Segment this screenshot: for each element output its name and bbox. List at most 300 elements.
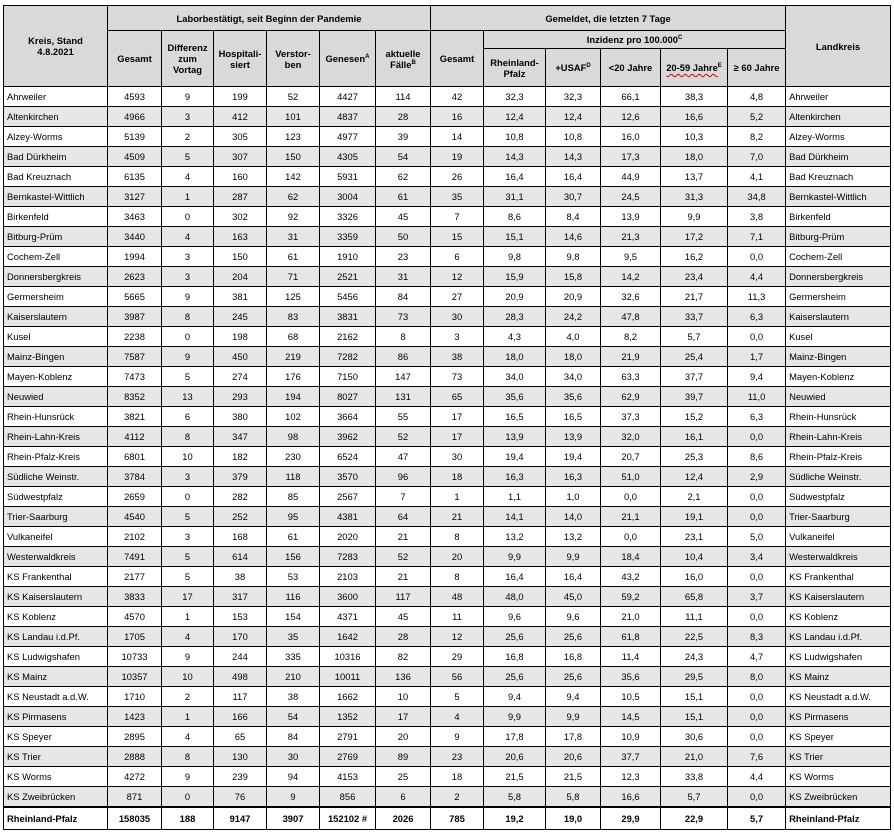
age2059-cell: 17,2 bbox=[661, 227, 728, 247]
age60-cell: 0,0 bbox=[728, 707, 786, 727]
age2059-cell: 24,3 bbox=[661, 647, 728, 667]
hospital-cell: 252 bbox=[214, 507, 267, 527]
landkreis-cell: Südwestpfalz bbox=[786, 487, 891, 507]
col-genesen-sup: A bbox=[365, 53, 370, 60]
age60-cell: 0,0 bbox=[728, 327, 786, 347]
table-row bbox=[4, 527, 891, 547]
table-row bbox=[4, 107, 891, 127]
table-row bbox=[4, 387, 891, 407]
covid-table bbox=[3, 5, 891, 830]
verstorben-cell: 125 bbox=[267, 287, 320, 307]
verstorben-cell: 98 bbox=[267, 427, 320, 447]
differenz-cell: 9 bbox=[162, 347, 214, 367]
gesamt-cell: 10357 bbox=[108, 667, 162, 687]
gesamt-cell: 7587 bbox=[108, 347, 162, 367]
verstorben-cell: 38 bbox=[267, 687, 320, 707]
table-row bbox=[4, 347, 891, 367]
u20-cell: 16,6 bbox=[601, 787, 661, 808]
genesen-cell: 3326 bbox=[320, 207, 376, 227]
u20-cell: 8,2 bbox=[601, 327, 661, 347]
age2059-cell: 2,1 bbox=[661, 487, 728, 507]
hospital-cell: 65 bbox=[214, 727, 267, 747]
differenz-cell: 188 bbox=[162, 807, 214, 830]
table-row bbox=[4, 687, 891, 707]
usaf-cell: 8,4 bbox=[546, 207, 601, 227]
gesamt-cell: 2659 bbox=[108, 487, 162, 507]
gesamt-cell: 4509 bbox=[108, 147, 162, 167]
landkreis-cell: Rhein-Hunsrück bbox=[786, 407, 891, 427]
gesamt-cell: 2895 bbox=[108, 727, 162, 747]
age2059-cell: 10,3 bbox=[661, 127, 728, 147]
age60-cell: 0,0 bbox=[728, 487, 786, 507]
u20-cell: 17,3 bbox=[601, 147, 661, 167]
u20-cell: 21,0 bbox=[601, 607, 661, 627]
usaf-cell: 9,4 bbox=[546, 687, 601, 707]
age2059-cell: 21,7 bbox=[661, 287, 728, 307]
aktuell-cell: 54 bbox=[376, 147, 431, 167]
genesen-cell: 10011 bbox=[320, 667, 376, 687]
verstorben-cell: 62 bbox=[267, 187, 320, 207]
landkreis-cell: Kusel bbox=[786, 327, 891, 347]
kreis-cell: Bad Dürkheim bbox=[4, 147, 108, 167]
age60-cell: 7,0 bbox=[728, 147, 786, 167]
genesen-cell: 2020 bbox=[320, 527, 376, 547]
landkreis-cell: Bitburg-Prüm bbox=[786, 227, 891, 247]
hospital-cell: 287 bbox=[214, 187, 267, 207]
gesamt-cell: 4593 bbox=[108, 87, 162, 107]
gesamt7-cell: 11 bbox=[431, 607, 484, 627]
age60-cell: 0,0 bbox=[728, 507, 786, 527]
differenz-cell: 4 bbox=[162, 627, 214, 647]
u20-cell: 12,3 bbox=[601, 767, 661, 787]
genesen-cell: 4305 bbox=[320, 147, 376, 167]
u20-cell: 16,0 bbox=[601, 127, 661, 147]
u20-cell: 59,2 bbox=[601, 587, 661, 607]
u20-cell: 21,3 bbox=[601, 227, 661, 247]
rlp-cell: 25,6 bbox=[484, 627, 546, 647]
usaf-cell: 9,6 bbox=[546, 607, 601, 627]
verstorben-cell: 92 bbox=[267, 207, 320, 227]
differenz-cell: 8 bbox=[162, 747, 214, 767]
aktuell-cell: 131 bbox=[376, 387, 431, 407]
age2059-cell: 25,3 bbox=[661, 447, 728, 467]
landkreis-cell: Mayen-Koblenz bbox=[786, 367, 891, 387]
age60-cell: 7,6 bbox=[728, 747, 786, 767]
aktuell-cell: 47 bbox=[376, 447, 431, 467]
age2059-cell: 15,2 bbox=[661, 407, 728, 427]
rlp-cell: 31,1 bbox=[484, 187, 546, 207]
hospital-cell: 450 bbox=[214, 347, 267, 367]
gesamt-cell: 8352 bbox=[108, 387, 162, 407]
rlp-cell: 5,8 bbox=[484, 787, 546, 808]
gesamt-cell: 7491 bbox=[108, 547, 162, 567]
verstorben-cell: 335 bbox=[267, 647, 320, 667]
age2059-cell: 22,9 bbox=[661, 807, 728, 830]
usaf-cell: 9,8 bbox=[546, 247, 601, 267]
col-usaf-sup: D bbox=[586, 62, 591, 69]
differenz-cell: 9 bbox=[162, 767, 214, 787]
gesamt-cell: 4112 bbox=[108, 427, 162, 447]
table-row bbox=[4, 127, 891, 147]
usaf-cell: 34,0 bbox=[546, 367, 601, 387]
landkreis-cell: KS Trier bbox=[786, 747, 891, 767]
verstorben-cell: 156 bbox=[267, 547, 320, 567]
usaf-cell: 10,8 bbox=[546, 127, 601, 147]
aktuell-cell: 84 bbox=[376, 287, 431, 307]
hospital-cell: 150 bbox=[214, 247, 267, 267]
genesen-cell: 2521 bbox=[320, 267, 376, 287]
rlp-cell: 20,9 bbox=[484, 287, 546, 307]
hospital-cell: 244 bbox=[214, 647, 267, 667]
age60-cell: 0,0 bbox=[728, 607, 786, 627]
u20-cell: 0,0 bbox=[601, 487, 661, 507]
hospital-cell: 168 bbox=[214, 527, 267, 547]
gesamt7-cell: 65 bbox=[431, 387, 484, 407]
age2059-cell: 5,7 bbox=[661, 327, 728, 347]
usaf-cell: 16,4 bbox=[546, 567, 601, 587]
kreis-cell: Westerwaldkreis bbox=[4, 547, 108, 567]
aktuell-cell: 117 bbox=[376, 587, 431, 607]
differenz-cell: 5 bbox=[162, 547, 214, 567]
gesamt-cell: 5665 bbox=[108, 287, 162, 307]
age60-cell: 0,0 bbox=[728, 247, 786, 267]
genesen-cell: 7150 bbox=[320, 367, 376, 387]
aktuell-cell: 20 bbox=[376, 727, 431, 747]
verstorben-cell: 68 bbox=[267, 327, 320, 347]
age60-cell: 9,4 bbox=[728, 367, 786, 387]
age2059-cell: 16,2 bbox=[661, 247, 728, 267]
col-verstorben-header: Verstor-ben bbox=[267, 31, 320, 87]
aktuell-cell: 82 bbox=[376, 647, 431, 667]
verstorben-cell: 35 bbox=[267, 627, 320, 647]
differenz-cell: 0 bbox=[162, 327, 214, 347]
genesen-cell: 5931 bbox=[320, 167, 376, 187]
age2059-cell: 39,7 bbox=[661, 387, 728, 407]
genesen-cell: 2162 bbox=[320, 327, 376, 347]
differenz-cell: 5 bbox=[162, 567, 214, 587]
aktuell-cell: 147 bbox=[376, 367, 431, 387]
genesen-cell: 3570 bbox=[320, 467, 376, 487]
differenz-cell: 2 bbox=[162, 127, 214, 147]
hospital-cell: 9147 bbox=[214, 807, 267, 830]
age2059-cell: 31,3 bbox=[661, 187, 728, 207]
kreis-cell: Ahrweiler bbox=[4, 87, 108, 107]
kreis-cell: KS Neustadt a.d.W. bbox=[4, 687, 108, 707]
usaf-cell: 15,8 bbox=[546, 267, 601, 287]
u20-cell: 47,8 bbox=[601, 307, 661, 327]
table-wrapper bbox=[3, 5, 891, 830]
kreis-cell: Germersheim bbox=[4, 287, 108, 307]
genesen-cell: 1662 bbox=[320, 687, 376, 707]
aktuell-cell: 28 bbox=[376, 627, 431, 647]
verstorben-cell: 101 bbox=[267, 107, 320, 127]
hospital-cell: 239 bbox=[214, 767, 267, 787]
differenz-cell: 1 bbox=[162, 187, 214, 207]
kreis-cell: KS Zweibrücken bbox=[4, 787, 108, 808]
u20-cell: 20,7 bbox=[601, 447, 661, 467]
u20-cell: 37,7 bbox=[601, 747, 661, 767]
u20-cell: 62,9 bbox=[601, 387, 661, 407]
verstorben-cell: 3907 bbox=[267, 807, 320, 830]
kreis-cell: KS Koblenz bbox=[4, 607, 108, 627]
age2059-cell: 5,7 bbox=[661, 787, 728, 808]
col-gesamt-header: Gesamt bbox=[108, 31, 162, 87]
landkreis-cell: Rhein-Pfalz-Kreis bbox=[786, 447, 891, 467]
verstorben-cell: 95 bbox=[267, 507, 320, 527]
gesamt7-cell: 8 bbox=[431, 567, 484, 587]
aktuell-cell: 64 bbox=[376, 507, 431, 527]
landkreis-cell: KS Neustadt a.d.W. bbox=[786, 687, 891, 707]
gesamt7-cell: 12 bbox=[431, 627, 484, 647]
rlp-cell: 9,9 bbox=[484, 547, 546, 567]
rlp-cell: 18,0 bbox=[484, 347, 546, 367]
differenz-cell: 1 bbox=[162, 707, 214, 727]
verstorben-cell: 150 bbox=[267, 147, 320, 167]
col-genesen-header bbox=[320, 31, 376, 87]
landkreis-cell: Cochem-Zell bbox=[786, 247, 891, 267]
kreis-cell: Bitburg-Prüm bbox=[4, 227, 108, 247]
age60-cell: 4,4 bbox=[728, 767, 786, 787]
u20-cell: 43,2 bbox=[601, 567, 661, 587]
landkreis-cell: KS Kaiserslautern bbox=[786, 587, 891, 607]
table-row bbox=[4, 247, 891, 267]
usaf-cell: 16,5 bbox=[546, 407, 601, 427]
hospital-cell: 182 bbox=[214, 447, 267, 467]
age2059-cell: 37,7 bbox=[661, 367, 728, 387]
differenz-cell: 0 bbox=[162, 207, 214, 227]
u20-cell: 44,9 bbox=[601, 167, 661, 187]
age2059-cell: 13,7 bbox=[661, 167, 728, 187]
kreis-cell: Rhein-Hunsrück bbox=[4, 407, 108, 427]
gesamt7-cell: 30 bbox=[431, 307, 484, 327]
kreis-cell: KS Speyer bbox=[4, 727, 108, 747]
age60-cell: 0,0 bbox=[728, 687, 786, 707]
genesen-cell: 3004 bbox=[320, 187, 376, 207]
age60-cell: 0,0 bbox=[728, 427, 786, 447]
rlp-cell: 12,4 bbox=[484, 107, 546, 127]
age2059-cell: 16,1 bbox=[661, 427, 728, 447]
u20-cell: 10,9 bbox=[601, 727, 661, 747]
gesamt7-cell: 23 bbox=[431, 747, 484, 767]
hospital-cell: 170 bbox=[214, 627, 267, 647]
landkreis-cell: Westerwaldkreis bbox=[786, 547, 891, 567]
genesen-cell: 7283 bbox=[320, 547, 376, 567]
kreis-cell: KS Frankenthal bbox=[4, 567, 108, 587]
age2059-cell: 15,1 bbox=[661, 687, 728, 707]
gesamt-cell: 7473 bbox=[108, 367, 162, 387]
gesamt-cell: 1705 bbox=[108, 627, 162, 647]
gesamt7-cell: 42 bbox=[431, 87, 484, 107]
hospital-cell: 412 bbox=[214, 107, 267, 127]
landkreis-cell: Neuwied bbox=[786, 387, 891, 407]
genesen-cell: 2769 bbox=[320, 747, 376, 767]
gesamt7-cell: 4 bbox=[431, 707, 484, 727]
col-usaf-header bbox=[546, 49, 601, 87]
landkreis-cell: KS Zweibrücken bbox=[786, 787, 891, 808]
differenz-cell: 8 bbox=[162, 427, 214, 447]
verstorben-cell: 84 bbox=[267, 727, 320, 747]
gesamt7-cell: 14 bbox=[431, 127, 484, 147]
table-row bbox=[4, 667, 891, 687]
genesen-cell: 8027 bbox=[320, 387, 376, 407]
table-row bbox=[4, 447, 891, 467]
hospital-cell: 498 bbox=[214, 667, 267, 687]
u20-cell: 0,0 bbox=[601, 527, 661, 547]
hospital-cell: 163 bbox=[214, 227, 267, 247]
aktuell-cell: 96 bbox=[376, 467, 431, 487]
landkreis-cell: Rhein-Lahn-Kreis bbox=[786, 427, 891, 447]
age60-cell: 11,3 bbox=[728, 287, 786, 307]
age60-cell: 3,7 bbox=[728, 587, 786, 607]
rlp-cell: 20,6 bbox=[484, 747, 546, 767]
u20-cell: 32,6 bbox=[601, 287, 661, 307]
inzidenz-sup: C bbox=[677, 34, 683, 41]
age60-cell: 6,3 bbox=[728, 407, 786, 427]
age60-cell: 8,2 bbox=[728, 127, 786, 147]
verstorben-cell: 9 bbox=[267, 787, 320, 808]
usaf-cell: 18,0 bbox=[546, 347, 601, 367]
aktuell-cell: 21 bbox=[376, 567, 431, 587]
gesamt7-cell: 19 bbox=[431, 147, 484, 167]
age2059-cell: 65,8 bbox=[661, 587, 728, 607]
genesen-cell: 2567 bbox=[320, 487, 376, 507]
gesamt7-cell: 26 bbox=[431, 167, 484, 187]
gesamt-cell: 3784 bbox=[108, 467, 162, 487]
hospital-cell: 317 bbox=[214, 587, 267, 607]
rlp-cell: 14,3 bbox=[484, 147, 546, 167]
landkreis-cell: KS Mainz bbox=[786, 667, 891, 687]
age60-cell: 5,7 bbox=[728, 807, 786, 830]
aktuell-cell: 86 bbox=[376, 347, 431, 367]
u20-cell: 11,4 bbox=[601, 647, 661, 667]
inzidenz-label: Inzidenz pro 100.000 bbox=[586, 34, 678, 45]
aktuell-cell: 89 bbox=[376, 747, 431, 767]
gesamt7-cell: 73 bbox=[431, 367, 484, 387]
u20-cell: 35,6 bbox=[601, 667, 661, 687]
genesen-cell: 6524 bbox=[320, 447, 376, 467]
hospital-cell: 166 bbox=[214, 707, 267, 727]
differenz-cell: 0 bbox=[162, 787, 214, 808]
u20-cell: 14,2 bbox=[601, 267, 661, 287]
gesamt-cell: 6801 bbox=[108, 447, 162, 467]
table-row bbox=[4, 167, 891, 187]
aktuell-cell: 52 bbox=[376, 427, 431, 447]
landkreis-cell: Bad Dürkheim bbox=[786, 147, 891, 167]
age2059-cell: 15,1 bbox=[661, 707, 728, 727]
u20-cell: 9,5 bbox=[601, 247, 661, 267]
age60-cell: 7,1 bbox=[728, 227, 786, 247]
differenz-cell: 5 bbox=[162, 147, 214, 167]
genesen-cell: 7282 bbox=[320, 347, 376, 367]
landkreis-header: Landkreis bbox=[786, 6, 891, 87]
rlp-cell: 14,1 bbox=[484, 507, 546, 527]
age2059-cell: 33,8 bbox=[661, 767, 728, 787]
differenz-cell: 3 bbox=[162, 107, 214, 127]
usaf-cell: 30,7 bbox=[546, 187, 601, 207]
verstorben-cell: 123 bbox=[267, 127, 320, 147]
kreis-header-line2: 4.8.2021 bbox=[37, 46, 74, 57]
aktuell-cell: 45 bbox=[376, 207, 431, 227]
u20-cell: 37,3 bbox=[601, 407, 661, 427]
u20-cell: 12,6 bbox=[601, 107, 661, 127]
u20-cell: 18,4 bbox=[601, 547, 661, 567]
table-row bbox=[4, 787, 891, 808]
usaf-cell: 5,8 bbox=[546, 787, 601, 808]
rlp-cell: 13,2 bbox=[484, 527, 546, 547]
col-aktuell-label: aktuelle Fälle bbox=[385, 47, 421, 70]
age60-cell: 11,0 bbox=[728, 387, 786, 407]
differenz-cell: 8 bbox=[162, 307, 214, 327]
table-row bbox=[4, 147, 891, 167]
table-row bbox=[4, 227, 891, 247]
usaf-cell: 14,0 bbox=[546, 507, 601, 527]
col-2059-sup: E bbox=[717, 62, 722, 69]
usaf-cell: 17,8 bbox=[546, 727, 601, 747]
rlp-cell: 1,1 bbox=[484, 487, 546, 507]
verstorben-cell: 194 bbox=[267, 387, 320, 407]
hospital-cell: 117 bbox=[214, 687, 267, 707]
age2059-cell: 12,4 bbox=[661, 467, 728, 487]
usaf-cell: 24,2 bbox=[546, 307, 601, 327]
kreis-cell: Altenkirchen bbox=[4, 107, 108, 127]
genesen-cell: 5456 bbox=[320, 287, 376, 307]
differenz-cell: 5 bbox=[162, 367, 214, 387]
differenz-cell: 4 bbox=[162, 727, 214, 747]
kreis-cell: Kusel bbox=[4, 327, 108, 347]
verstorben-cell: 83 bbox=[267, 307, 320, 327]
genesen-cell: 2103 bbox=[320, 567, 376, 587]
landkreis-cell: Bad Kreuznach bbox=[786, 167, 891, 187]
age60-cell: 3,8 bbox=[728, 207, 786, 227]
age60-cell: 4,1 bbox=[728, 167, 786, 187]
gesamt-cell: 3463 bbox=[108, 207, 162, 227]
kreis-cell: KS Landau i.d.Pf. bbox=[4, 627, 108, 647]
differenz-cell: 13 bbox=[162, 387, 214, 407]
hospital-cell: 160 bbox=[214, 167, 267, 187]
kreis-cell: Rhein-Pfalz-Kreis bbox=[4, 447, 108, 467]
verstorben-cell: 230 bbox=[267, 447, 320, 467]
gesamt7-cell: 30 bbox=[431, 447, 484, 467]
rlp-cell: 19,4 bbox=[484, 447, 546, 467]
genesen-cell: 3962 bbox=[320, 427, 376, 447]
differenz-cell: 6 bbox=[162, 407, 214, 427]
differenz-cell: 0 bbox=[162, 487, 214, 507]
aktuell-cell: 23 bbox=[376, 247, 431, 267]
verstorben-cell: 54 bbox=[267, 707, 320, 727]
usaf-cell: 14,3 bbox=[546, 147, 601, 167]
rlp-cell: 9,6 bbox=[484, 607, 546, 627]
landkreis-cell: Rheinland-Pfalz bbox=[786, 807, 891, 830]
age2059-cell: 33,7 bbox=[661, 307, 728, 327]
hospital-cell: 379 bbox=[214, 467, 267, 487]
kreis-cell: KS Worms bbox=[4, 767, 108, 787]
gesamt-cell: 4540 bbox=[108, 507, 162, 527]
aktuell-cell: 62 bbox=[376, 167, 431, 187]
usaf-cell: 12,4 bbox=[546, 107, 601, 127]
gesamt7-cell: 8 bbox=[431, 527, 484, 547]
gesamt7-cell: 6 bbox=[431, 247, 484, 267]
u20-cell: 10,5 bbox=[601, 687, 661, 707]
aktuell-cell: 50 bbox=[376, 227, 431, 247]
table-row bbox=[4, 547, 891, 567]
age60-cell: 3,4 bbox=[728, 547, 786, 567]
table-row bbox=[4, 747, 891, 767]
age60-cell: 1,7 bbox=[728, 347, 786, 367]
landkreis-cell: Alzey-Worms bbox=[786, 127, 891, 147]
rlp-cell: 19,2 bbox=[484, 807, 546, 830]
gesamt-cell: 3127 bbox=[108, 187, 162, 207]
usaf-cell: 1,0 bbox=[546, 487, 601, 507]
